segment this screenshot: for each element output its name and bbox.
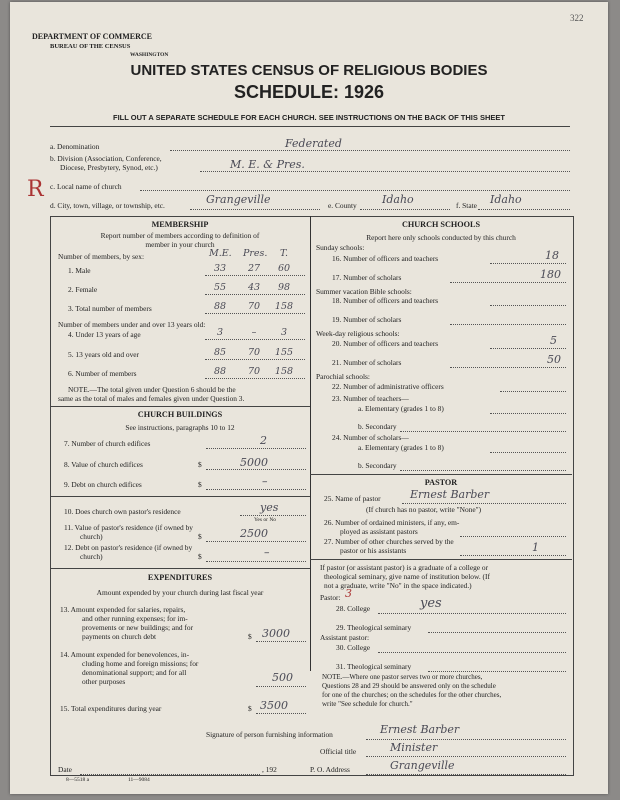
dollar-11: $ <box>198 532 202 541</box>
row10-value: yes <box>260 501 279 514</box>
buildings-row-11-line <box>206 541 306 542</box>
pastor-instruction-2: theological seminary, give name of institution below. (If <box>324 572 490 581</box>
division-line <box>200 171 570 172</box>
row4-total: 3 <box>280 327 288 338</box>
bureau-label: BUREAU OF THE CENSUS <box>50 43 131 50</box>
buildings-row-12-line <box>206 561 306 562</box>
schools-row-23-label: 23. Number of teachers— <box>332 394 409 403</box>
pastor-row-26-line <box>460 536 566 537</box>
city-label: WASHINGTON <box>130 52 169 58</box>
row11-value: 2500 <box>240 527 268 540</box>
membership-row-2-label: 2. Female <box>68 285 98 294</box>
signature-label: Signature of person furnishing information <box>206 730 333 739</box>
exp-row-15-line <box>256 713 306 714</box>
row5-me: 85 <box>213 347 227 358</box>
pastor-row-25-note: (If church has no pastor, write "None") <box>366 505 482 514</box>
membership-sub1: Report number of members according to definition of <box>100 231 260 240</box>
membership-row-1-label: 1. Male <box>68 266 91 275</box>
schools-row-23b-line <box>400 431 566 432</box>
city-field-label: d. City, town, village, or township, etc. <box>50 201 165 210</box>
schools-row-24-label: 24. Number of scholars— <box>332 433 409 442</box>
po-address-label: P. O. Address <box>310 765 350 774</box>
pastor-note-3: for one of the churches; on the schedules for the other churches, <box>322 691 502 699</box>
row15-value: 3500 <box>260 699 288 712</box>
buildings-row-9-label: 9. Debt on church edifices <box>64 480 142 489</box>
buildings-row-11-label-2: church) <box>80 532 103 541</box>
row4-me: 3 <box>216 327 224 338</box>
pastor-row-27-line <box>460 555 566 556</box>
census-schedule-sheet <box>10 2 608 794</box>
row1-me: 33 <box>213 263 227 274</box>
margin-mark: R <box>27 177 44 202</box>
col-head-pres: Pres. <box>243 248 268 259</box>
row28-value: yes <box>420 596 442 611</box>
exp-row-14-label-4: other purposes <box>82 677 126 686</box>
membership-row-3-line <box>205 313 305 314</box>
membership-bottom-rule <box>50 406 310 407</box>
pastor-row-30-line <box>378 652 566 653</box>
schools-row-21-line <box>450 367 566 368</box>
pastor-name-value: Ernest Barber <box>410 488 490 501</box>
row2-me: 55 <box>213 282 227 293</box>
buildings-row-8-line <box>206 469 306 470</box>
denomination-label: a. Denomination <box>50 142 100 151</box>
official-title-value: Minister <box>390 741 438 754</box>
pastor-row-31-label: 31. Theological seminary <box>336 662 412 671</box>
pastor-red-mark: 3 <box>345 587 352 600</box>
sunday-label: Sunday schools: <box>316 243 365 252</box>
row9-value: – <box>262 475 268 488</box>
col-head-me: M.E. <box>209 248 232 259</box>
schools-sub: Report here only schools conducted by this church <box>366 233 516 242</box>
dollar-12: $ <box>198 552 202 561</box>
schools-row-24a-line <box>490 452 566 453</box>
schools-row-22-line <box>500 391 566 392</box>
schools-row-22-label: 22. Number of administrative officers <box>332 382 444 391</box>
membership-row-2-line <box>205 294 305 295</box>
schools-row-17-line <box>450 282 566 283</box>
membership-row-5-line <box>205 359 305 360</box>
membership-row-3-label: 3. Total number of members <box>68 304 152 313</box>
schools-row-24a-label: a. Elementary (grades 1 to 8) <box>358 443 444 452</box>
exp-row-13-label-4: payments on church debt <box>82 632 157 641</box>
exp-row-13-label-3: provements or new buildings; and for <box>82 623 194 632</box>
denomination-value: Federated <box>285 137 342 150</box>
pastor-note-4: write "See schedule for church." <box>322 700 413 708</box>
row17-value: 180 <box>540 268 561 281</box>
row2-total: 98 <box>277 282 291 293</box>
membership-note-2: same as the total of males and females given under Question 3. <box>58 394 245 403</box>
buildings-row-9-line <box>206 489 306 490</box>
pastor-instruction-3: not a graduate, write "No" in the space indicated.) <box>324 581 472 590</box>
row27-value: 1 <box>532 541 539 554</box>
pastor-row-29-line <box>428 632 566 633</box>
buildings-mid-rule <box>50 496 310 497</box>
pastor-row-31-line <box>428 671 566 672</box>
schools-row-24b-label: b. Secondary <box>358 461 397 470</box>
dollar-13: $ <box>248 632 252 641</box>
pastor-mid-rule <box>310 559 572 560</box>
row3-total: 158 <box>274 301 294 312</box>
membership-row-6-label: 6. Number of members <box>68 369 137 378</box>
po-address-value: Grangeville <box>390 759 455 772</box>
pastor-row-26-label-2: ployed as assistant pastors <box>340 527 418 536</box>
row14-value: 500 <box>272 671 293 684</box>
buildings-row-8-label: 8. Value of church edifices <box>64 460 143 469</box>
row13-value: 3000 <box>262 627 290 640</box>
pastor-row-28-label: 28. College <box>336 604 371 613</box>
dollar-9: $ <box>198 480 202 489</box>
row12-value: – <box>264 546 270 559</box>
buildings-row-10-label: 10. Does church own pastor's residence <box>64 507 181 516</box>
county-label: e. County <box>328 201 357 210</box>
schools-row-17-label: 17. Number of scholars <box>332 273 402 282</box>
row4-pres: – <box>251 327 257 338</box>
membership-row-4-line <box>205 339 305 340</box>
buildings-row-11-label-1: 11. Value of pastor's residence (if owned by <box>64 523 193 532</box>
division-value: M. E. & Pres. <box>230 158 305 171</box>
header-rule <box>50 126 570 127</box>
form-title: UNITED STATES CENSUS OF RELIGIOUS BODIES <box>130 62 488 79</box>
schools-row-20-label: 20. Number of officers and teachers <box>332 339 439 348</box>
exp-row-13-label-1: 13. Amount expended for salaries, repairs, <box>60 605 186 614</box>
pastor-row-26-label-1: 26. Number of ordained ministers, if any, em- <box>324 518 460 527</box>
schools-row-21-label: 21. Number of scholars <box>332 358 402 367</box>
pastor-row-29-label: 29. Theological seminary <box>336 623 412 632</box>
membership-row-4-label: 4. Under 13 years of age <box>68 330 141 339</box>
official-title-line <box>366 756 566 757</box>
dollar-15: $ <box>248 704 252 713</box>
print-number: 11—9084 <box>128 777 150 783</box>
row7-value: 2 <box>260 434 267 447</box>
vacation-label: Summer vacation Bible schools: <box>316 287 412 296</box>
county-value: Idaho <box>382 193 414 206</box>
buildings-row-7-line <box>206 448 306 449</box>
schools-row-16-line <box>490 263 566 264</box>
city-value: Grangeville <box>206 193 271 206</box>
instruction-line: FILL OUT A SEPARATE SCHEDULE FOR EACH CHURCH. SEE INSTRUCTIONS ON THE BACK OF THIS SHEET <box>113 113 505 122</box>
row6-me: 88 <box>213 366 227 377</box>
schools-row-19-line <box>450 324 566 325</box>
parochial-label: Parochial schools: <box>316 372 370 381</box>
row21-value: 50 <box>547 353 561 366</box>
pastor-row-28-line <box>378 613 566 614</box>
official-title-label: Official title <box>320 747 357 756</box>
exp-row-15-label: 15. Total expenditures during year <box>60 704 162 713</box>
row1-total: 60 <box>277 263 291 274</box>
pastor-row-30-label: 30. College <box>336 643 371 652</box>
city-line <box>190 209 320 210</box>
by-sex-label: Number of members, by sex: <box>58 252 144 261</box>
col-head-total: T. <box>280 248 288 259</box>
schools-row-19-label: 19. Number of scholars <box>332 315 402 324</box>
date-label: Date <box>58 765 72 774</box>
po-address-line <box>366 774 566 775</box>
schedule-title: SCHEDULE: 1926 <box>233 82 385 102</box>
schools-row-18-label: 18. Number of officers and teachers <box>332 296 439 305</box>
row6-total: 158 <box>274 366 294 377</box>
dept-label: DEPARTMENT OF COMMERCE <box>32 32 153 41</box>
pastor-sublabel: Pastor: <box>320 593 341 602</box>
schools-row-18-line <box>490 305 566 306</box>
state-line <box>478 209 570 210</box>
assistant-label: Assistant pastor: <box>320 633 370 642</box>
buildings-bottom-rule <box>50 568 310 569</box>
signature-line <box>366 739 566 740</box>
schools-row-16-label: 16. Number of officers and teachers <box>332 254 439 263</box>
local-name-label: c. Local name of church <box>50 182 122 191</box>
buildings-row-12-label-1: 12. Debt on pastor's residence (if owned by <box>64 543 193 552</box>
pastor-row-27-label-1: 27. Number of other churches served by the <box>324 537 454 546</box>
row3-pres: 70 <box>247 301 261 312</box>
pastor-row-27-label-2: pastor or his assistants <box>340 546 407 555</box>
pastor-instruction-1: If pastor (or assistant pastor) is a graduate of a college or <box>320 563 489 572</box>
schools-row-23b-label: b. Secondary <box>358 422 397 431</box>
buildings-row-12-label-2: church) <box>80 552 103 561</box>
dollar-8: $ <box>198 460 202 469</box>
row3-me: 88 <box>213 301 227 312</box>
schools-row-24b-line <box>400 470 566 471</box>
membership-row-5-label: 5. 13 years old and over <box>68 350 140 359</box>
denomination-line <box>170 150 570 151</box>
page-number: 322 <box>570 13 584 23</box>
year-label: , 192 <box>262 765 277 774</box>
row1-pres: 27 <box>247 263 261 274</box>
row16-value: 18 <box>545 249 559 262</box>
schools-row-20-line <box>490 348 566 349</box>
division-label-2: Diocese, Presbytery, Synod, etc.) <box>60 163 158 172</box>
membership-row-1-line <box>205 275 305 276</box>
date-line <box>80 774 260 775</box>
exp-row-14-label-3: denominational support; and for all <box>82 668 187 677</box>
county-line <box>360 209 450 210</box>
exp-row-14-label-1: 14. Amount expended for benevolences, in- <box>60 650 190 659</box>
pastor-note-2: Questions 28 and 29 should be answered only on the schedule <box>322 682 496 690</box>
schools-row-23a-line <box>490 413 566 414</box>
row20-value: 5 <box>550 334 557 347</box>
buildings-sub: See instructions, paragraphs 10 to 12 <box>125 423 235 432</box>
membership-note-1: NOTE.—The total given under Question 6 should be the <box>68 385 236 394</box>
membership-title: MEMBERSHIP <box>151 220 209 229</box>
exp-row-14-line <box>256 686 306 687</box>
exp-row-13-line <box>256 641 306 642</box>
row5-pres: 70 <box>247 347 261 358</box>
expenditures-title: EXPENDITURES <box>147 573 213 582</box>
local-name-line <box>140 190 570 191</box>
schools-bottom-rule <box>310 474 572 475</box>
weekday-label: Week-day religious schools: <box>316 329 400 338</box>
buildings-title: CHURCH BUILDINGS <box>137 410 223 419</box>
state-label: f. State <box>456 201 477 210</box>
age-label: Number of members under and over 13 years old: <box>58 320 206 329</box>
row6-pres: 70 <box>247 366 261 377</box>
row2-pres: 43 <box>247 282 261 293</box>
signature-value: Ernest Barber <box>380 723 460 736</box>
exp-row-13-label-2: and other running expenses; for im- <box>82 614 188 623</box>
division-label-1: b. Division (Association, Conference, <box>50 154 162 163</box>
buildings-row-7-label: 7. Number of church edifices <box>64 439 151 448</box>
yes-no-hint: Yes or No <box>254 517 277 523</box>
schools-title: CHURCH SCHOOLS <box>401 220 481 229</box>
membership-sub2: member in your church <box>145 240 215 249</box>
center-divider <box>310 216 311 671</box>
row5-total: 155 <box>274 347 294 358</box>
schools-row-23a-label: a. Elementary (grades 1 to 8) <box>358 404 444 413</box>
expenditures-sub: Amount expended by your church during last fiscal year <box>96 588 264 597</box>
pastor-note-1: NOTE.—Where one pastor serves two or more churches, <box>322 673 483 681</box>
membership-row-6-line <box>205 378 305 379</box>
pastor-row-25-line <box>402 503 566 504</box>
pastor-title: PASTOR <box>424 478 458 487</box>
row8-value: 5000 <box>240 456 268 469</box>
state-value: Idaho <box>490 193 522 206</box>
exp-row-14-label-2: cluding home and foreign missions; for <box>82 659 199 668</box>
form-number: 8—5518 a <box>66 777 90 783</box>
pastor-row-25-label: 25. Name of pastor <box>324 494 381 503</box>
